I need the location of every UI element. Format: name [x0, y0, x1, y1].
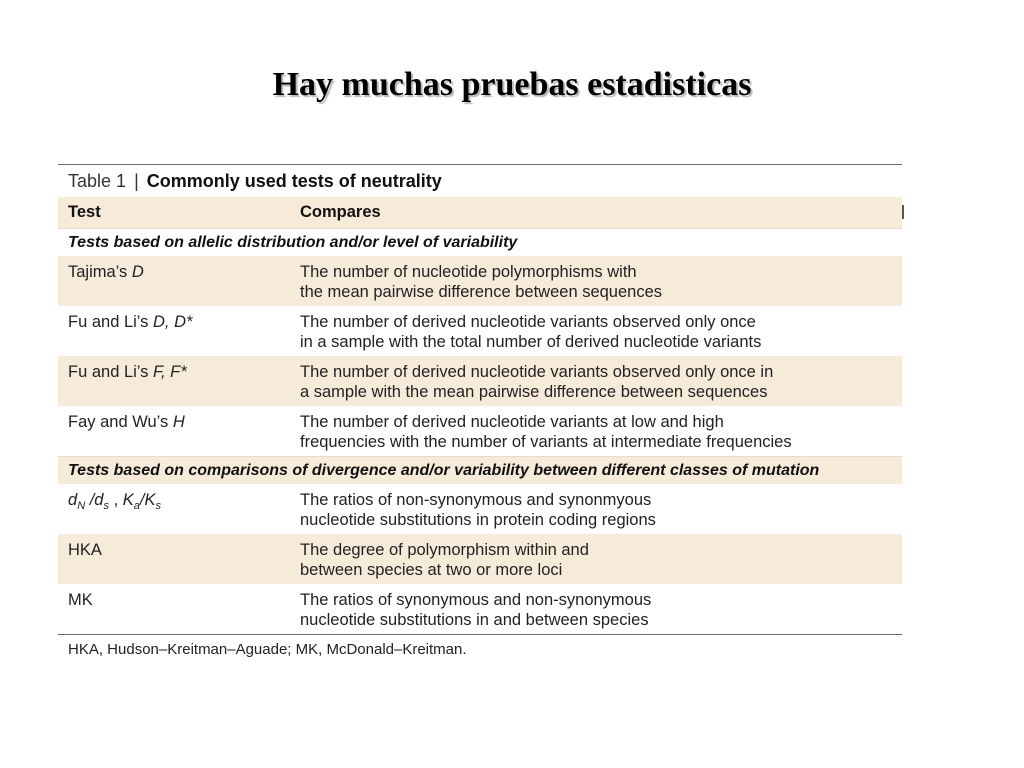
- test-name-ratio: $d_N$ $/d_s$ , $K_a/K_s$: [68, 491, 161, 512]
- compares-text: The degree of polymorphism within and between species at two or more loci: [300, 541, 589, 579]
- caption-separator: |: [134, 171, 139, 191]
- neutrality-tests-table: [58, 164, 902, 658]
- compares-text: The ratios of synonymous and non-synonymous nucleotide substitutions in and between species: [300, 591, 652, 629]
- header-test: Test: [68, 203, 101, 221]
- test-name: Fay and Wu’s H: [68, 413, 185, 431]
- test-name: Fu and Li’s D, D*: [68, 313, 193, 331]
- compares-text: The number of derived nucleotide variants observed only once in a sample with the mean pairwise difference between sequences: [300, 363, 774, 401]
- test-name: Fu and Li’s F, F*: [68, 363, 187, 381]
- section-heading-allelic: Tests based on allelic distribution and/or level of variability: [58, 228, 902, 256]
- table-row: [58, 406, 902, 456]
- test-name: MK: [68, 591, 93, 609]
- slide-title: Hay muchas pruebas estadisticas: [272, 66, 752, 103]
- table-row: [58, 356, 902, 406]
- table-row: [58, 256, 902, 306]
- test-name: Tajima’s D: [68, 263, 144, 281]
- caption-number: Table 1: [68, 171, 127, 191]
- header-edge-mark: [902, 205, 904, 219]
- table-footnote: HKA, Hudson–Kreitman–Aguade; MK, McDonald–Kreitman.: [68, 641, 467, 658]
- table-header-row: [58, 197, 902, 228]
- compares-text: The number of derived nucleotide variants at low and high frequencies with the number of variants at intermediate frequencies: [300, 413, 792, 451]
- compares-text: The number of derived nucleotide variants observed only once in a sample with the total number of derived nucleotide variants: [300, 313, 762, 351]
- caption-title: Commonly used tests of neutrality: [146, 171, 442, 191]
- table-caption: [58, 165, 902, 197]
- section-heading-divergence: Tests based on comparisons of divergence and/or variability between different classes of mutation: [58, 456, 902, 484]
- test-name: HKA: [68, 541, 102, 559]
- compares-text: The ratios of non-synonymous and synonmyous nucleotide substitutions in protein coding regions: [300, 491, 656, 529]
- table-row: [58, 534, 902, 584]
- header-compares: Compares: [300, 203, 381, 221]
- table-row: [58, 306, 902, 356]
- table-row: [58, 584, 902, 634]
- compares-text: The number of nucleotide polymorphisms with the mean pairwise difference between sequences: [300, 263, 663, 301]
- table-row: [58, 484, 902, 534]
